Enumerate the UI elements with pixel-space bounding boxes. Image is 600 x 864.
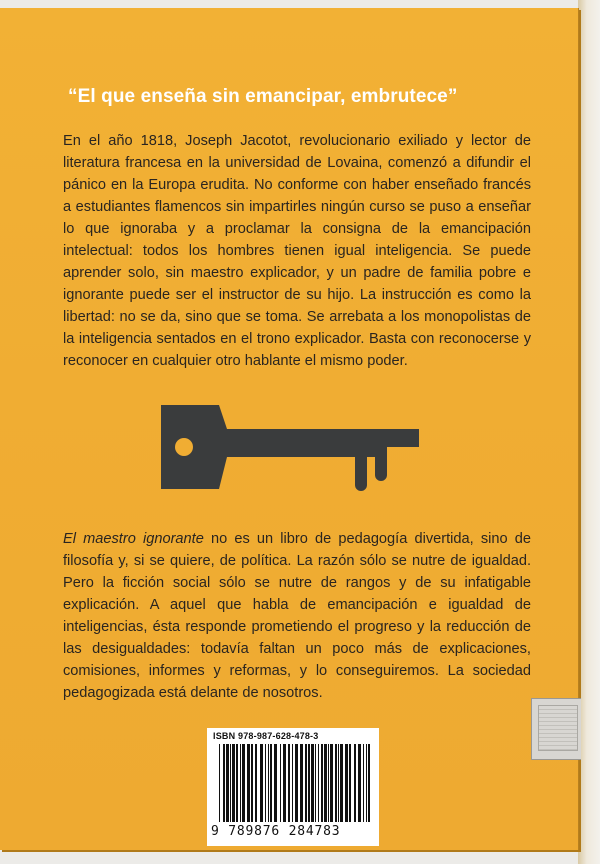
barcode-bar [330, 744, 333, 822]
barcode-bar [354, 744, 356, 822]
barcode-bar [226, 744, 229, 822]
barcode-bar [268, 744, 269, 822]
barcode-bar [358, 744, 361, 822]
barcode-bar [315, 744, 316, 822]
cover-headline: “El que enseña sin emancipar, embrutece” [68, 86, 458, 107]
barcode-bar [311, 744, 314, 822]
barcode-bar [335, 744, 337, 822]
library-sticker-lines [538, 705, 578, 751]
barcode-bar [274, 744, 277, 822]
barcode-bar [288, 744, 290, 822]
barcode-bar [363, 744, 364, 822]
barcode-bar [300, 744, 303, 822]
barcode-bar [283, 744, 286, 822]
barcode-bar [340, 744, 343, 822]
barcode-bar [255, 744, 257, 822]
barcode-bar [280, 744, 281, 822]
isbn-label: ISBN 978-987-628-478-3 [213, 731, 319, 741]
barcode-bar [219, 744, 220, 822]
barcode-bar [318, 744, 319, 822]
barcode-bar [292, 744, 293, 822]
synopsis-paragraph-2-body: no es un libro de pedagogía divertida, sino de filosofía y, si se quiere, de política. La razón sólo se nutre de igualdad. Pero la ficción social sólo se nutre de rangos y de su infatigable explicación. A aquel que habla de emancipación e igualdad de inteligencias, ésta responde prometiendo el progreso y la reducción de las desigualdades: todavía faltan un poco más de explicaciones, comisiones, informes y reformas, y lo conseguiremos. La sociedad pedagogizada está delante de nosotros. [63, 531, 531, 701]
barcode-bar [345, 744, 348, 822]
barcode-bar [368, 744, 370, 822]
barcode-bar [236, 744, 238, 822]
barcode-bars [217, 744, 371, 822]
barcode-bar [305, 744, 307, 822]
barcode-bar [270, 744, 272, 822]
barcode-bar [242, 744, 245, 822]
synopsis-paragraph-1: En el año 1818, Joseph Jacotot, revolucionario exiliado y lector de literatura francesa en la universidad de Lovaina, comenzó a difundir el pánico en la Europa erudita. No conforme con haber enseñado francés a estudiantes flamencos sin impartirles ningún curso se puso a enseñar lo que ignoraba y a proclamar la consigna de la emancipación intelectual: todos los hombres tienen igual inteligencia. Se puede aprender solo, sin maestro explicador, y un padre de familia pobre e ignorante puede ser el instructor de su hijo. La instrucción es como la libertad: no se da, sino que se toma. Se arrebata a los monopolistas de la inteligencia sentados en el trono explicador. Basta con reconocerse y reconocer en cualquier otro hablante el mismo poder. [63, 133, 531, 369]
barcode-bar [308, 744, 310, 822]
key-icon [157, 403, 421, 491]
barcode-bar [247, 744, 250, 822]
barcode-bar [321, 744, 323, 822]
barcode-bar [366, 744, 367, 822]
barcode-bar [240, 744, 241, 822]
barcode-bar [265, 744, 266, 822]
barcode-bar [338, 744, 339, 822]
barcode-bar [260, 744, 263, 822]
barcode-bar [232, 744, 235, 822]
back-cover [0, 8, 579, 850]
book-title: El maestro ignorante [63, 531, 204, 547]
barcode-bar [251, 744, 253, 822]
barcode-bar [349, 744, 351, 822]
barcode-digits: 9 789876 284783 [211, 824, 341, 839]
barcode-bar [328, 744, 329, 822]
synopsis-paragraph-2 [63, 528, 531, 704]
barcode-bar [223, 744, 225, 822]
barcode-bar [324, 744, 327, 822]
barcode-bar [295, 744, 298, 822]
barcode-block [207, 728, 379, 846]
barcode-bar [230, 744, 231, 822]
page-edge [578, 0, 600, 864]
library-sticker-icon [531, 698, 581, 760]
